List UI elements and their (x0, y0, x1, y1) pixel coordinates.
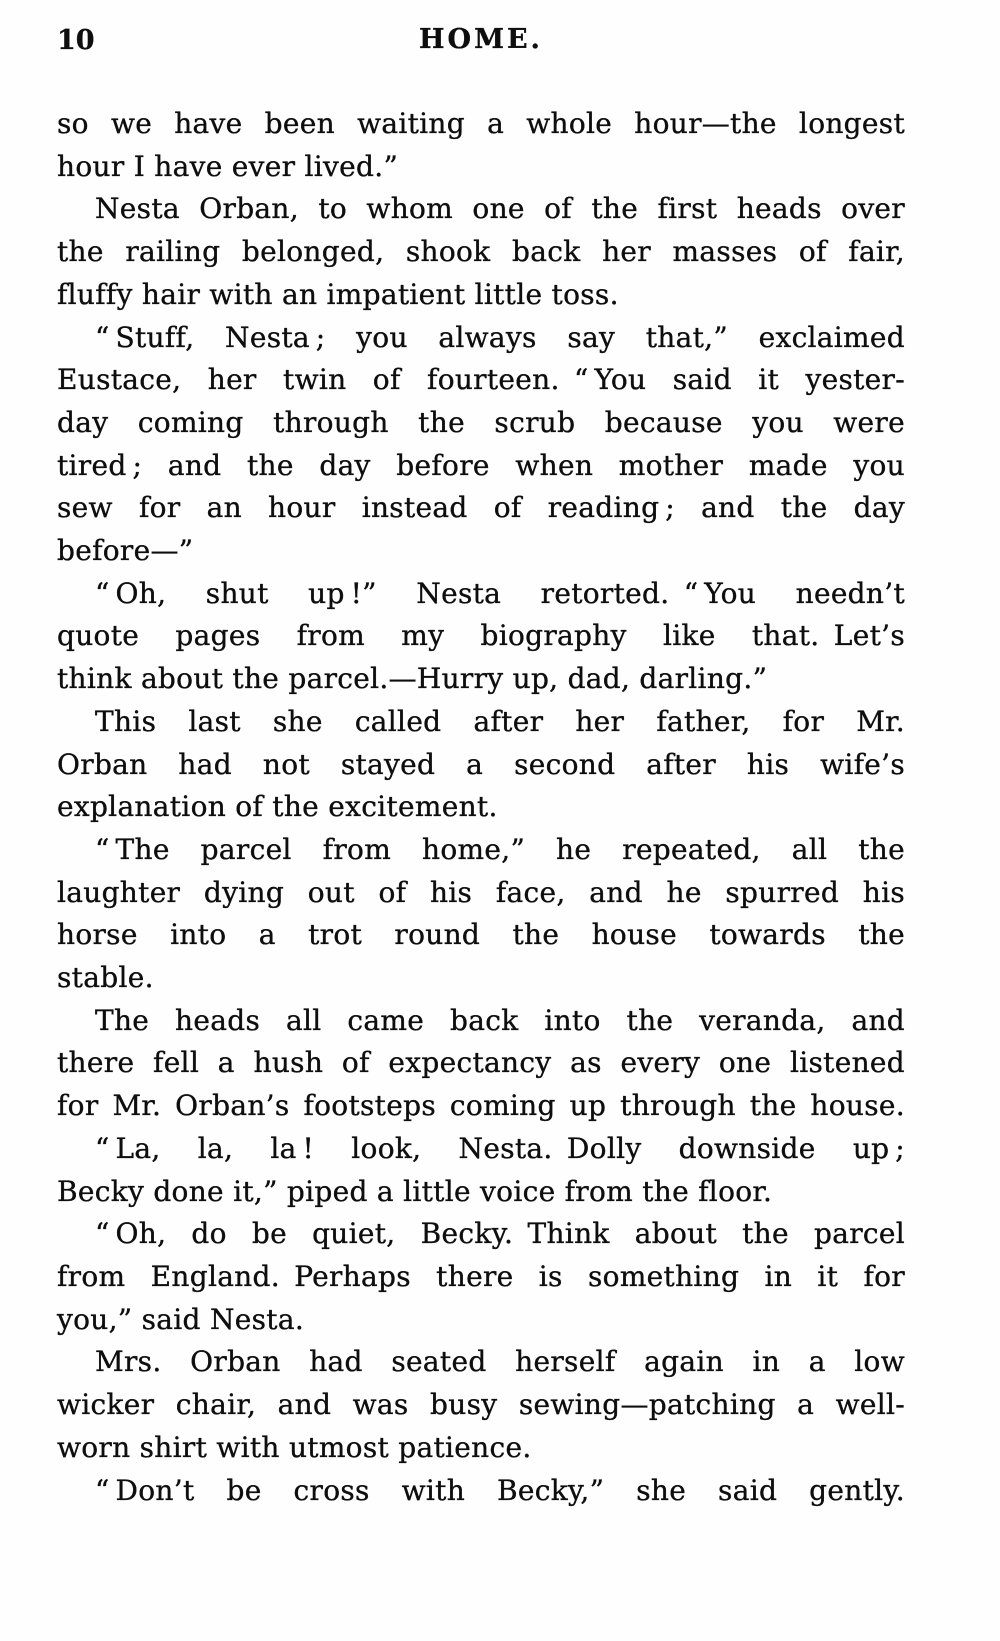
text-line: The heads all came back into the veranda, and (95, 1003, 905, 1037)
text-line: horse into a trot round the house towards the (57, 918, 905, 952)
text-line: “ The parcel from home,” he repeated, all the (95, 832, 905, 866)
text-line: “ Oh, shut up !” Nesta retorted. “ You needn’t (95, 576, 905, 610)
text-line: fluffy hair with an impatient little toss. (57, 277, 619, 311)
text-line: there fell a hush of expectancy as every one listened (57, 1046, 905, 1080)
text-line: tired ; and the day before when mother made you (57, 448, 905, 482)
text-line: before—” (57, 534, 194, 568)
page-number: 10 (57, 25, 95, 56)
text-line: wicker chair, and was busy sewing—patching a well- (57, 1388, 905, 1422)
text-line: quote pages from my biography like that. Let’s (57, 619, 905, 653)
text-line: laughter dying out of his face, and he spurred his (57, 875, 905, 909)
text-line: day coming through the scrub because you were (57, 405, 905, 439)
text-line: Becky done it,” piped a little voice from the floor. (57, 1174, 773, 1208)
text-line: “ Stuff, Nesta ; you always say that,” exclaimed (95, 320, 905, 354)
text-line: for Mr. Orban’s footsteps coming up through the house. (57, 1089, 905, 1123)
page-header (57, 24, 905, 58)
text-line: explanation of the excitement. (57, 790, 498, 824)
text-line: so we have been waiting a whole hour—the longest (57, 107, 905, 140)
text-line: This last she called after her father, for Mr. (95, 704, 905, 738)
text-line: stable. (57, 961, 154, 995)
text-line: Orban had not stayed a second after his wife’s (57, 747, 905, 781)
text-line: hour I have ever lived.” (57, 149, 399, 183)
text-line: Eustace, her twin of fourteen. “ You said it yester- (57, 363, 905, 397)
text-line: you,” said Nesta. (57, 1302, 305, 1336)
text-line: worn shirt with utmost patience. (57, 1430, 532, 1464)
text-line: “ Oh, do be quiet, Becky. Think about the parcel (95, 1217, 905, 1251)
text-line: “ La, la, la ! look, Nesta. Dolly downside up ; (95, 1131, 905, 1165)
text-line: the railing belonged, shook back her masses of fair, (57, 235, 905, 269)
text-line: sew for an hour instead of reading ; and the day (57, 491, 905, 525)
text-line: Mrs. Orban had seated herself again in a low (95, 1345, 905, 1379)
text-line: Nesta Orban, to whom one of the first heads over (95, 192, 905, 226)
running-title: HOME. (419, 24, 543, 55)
text-line: think about the parcel.—Hurry up, dad, darling.” (57, 662, 768, 696)
text-line: “ Don’t be cross with Becky,” she said gently. (95, 1473, 905, 1507)
text-line: from England. Perhaps there is something in it for (57, 1259, 905, 1293)
page-body (57, 103, 905, 1512)
